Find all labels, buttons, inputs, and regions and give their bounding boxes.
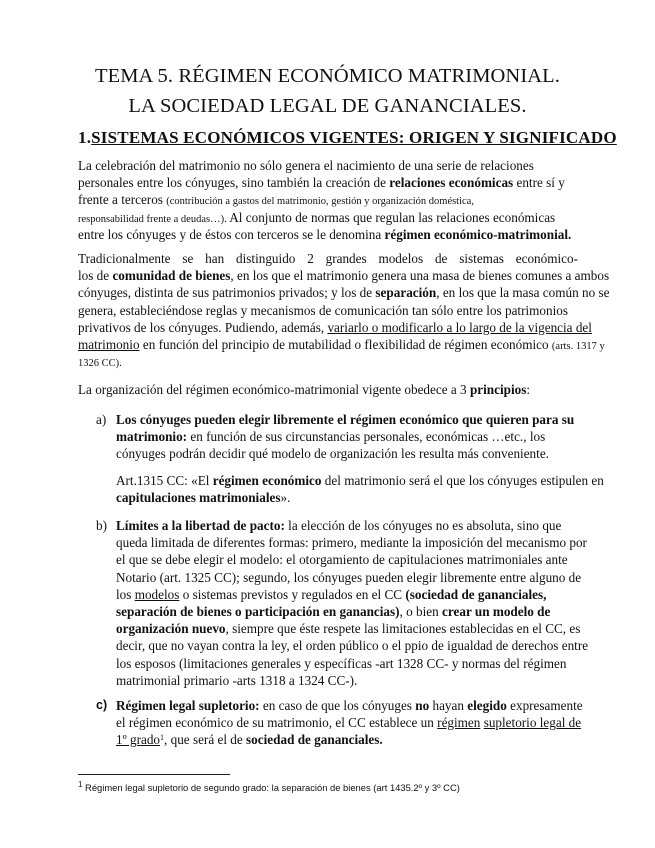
item-b-line: decir, que no vayan contra la ley, el orden público o el ppio de igualdad de derechos entre [116, 638, 589, 654]
quote-line: capitulaciones matrimoniales». [116, 490, 291, 506]
footnote-text: Régimen legal supletorio de segundo grado: la separación de bienes (art 1435.2º y 3º CC) [82, 782, 460, 793]
item-a-body [116, 411, 581, 463]
footnote [78, 782, 460, 794]
item-b-line: los esposos (limitaciones generales y específicas -art 1328 CC- y normas del régimen [116, 655, 567, 671]
item-b-line: Notario (art. 1325 CC); segundo, los cónyuges pueden elegir libremente entre alguno de [116, 569, 582, 585]
p2-line: matrimonio en función del principio de mutabilidad o flexibilidad de régimen económico (arts. 1317 y [78, 336, 605, 352]
quote-line: Art.1315 CC: «El régimen económico del matrimonio será el que los cónyuges estipulen en [116, 473, 604, 488]
p1-line: responsabilidad frente a deudas…). Al conjunto de normas que regulan las relaciones económicas [78, 209, 556, 225]
item-b-line: organización nuevo, siempre que éste respete las limitaciones establecidas en el CC, es [116, 621, 581, 637]
document-title-line-1: TEMA 5. RÉGIMEN ECONÓMICO MATRIMONIAL. [94, 65, 561, 87]
item-b-line: el que se debe elegir el modelo: el otorgamiento de capitulaciones matrimoniales ante [116, 552, 568, 568]
p2-line: genera, estableciéndose reglas y mecanismos de comunicación tan sólo entre los patrimonios [78, 302, 568, 318]
footnote-reference[interactable]: 1 [160, 733, 165, 743]
item-a-label: a) [96, 412, 107, 427]
section-title: SISTEMAS ECONÓMICOS VIGENTES: ORIGEN Y SIGNIFICADO [91, 128, 617, 147]
item-c-line: 1º grado$^1$, que será el de sociedad de gananciales. [116, 732, 383, 748]
p2-line: cónyuges, distinta de sus patrimonios privados; y los de separación, en los que la masa común no se [78, 285, 610, 301]
p1-line: personales entre los cónyuges, sino también la creación de relaciones económicas entre sí y [78, 175, 565, 191]
item-b-body [116, 517, 589, 689]
item-c-line: el régimen económico de su matrimonio, el CC establece un régimen supletorio legal de [116, 715, 582, 731]
item-b-line: los modelos o sistemas previstos y regulados en el CC (sociedad de gananciales, [116, 586, 547, 602]
item-a-line: Los cónyuges pueden elegir libremente el régimen económico que quieren para su [116, 412, 575, 427]
footnote-separator [78, 774, 230, 775]
p1-line: frente a terceros (contribución a gastos del matrimonio, gestión y organización doméstica, [78, 192, 474, 208]
item-a-quote [116, 472, 604, 506]
footnote-mark: 1 [78, 780, 83, 789]
paragraph-2 [78, 250, 610, 370]
item-b-line: matrimonial primario -arts 1318 a 1324 CC-). [116, 672, 358, 688]
p2-line: 1326 CC). [78, 358, 122, 370]
p2-line: privativos de los cónyuges. Pudiendo, además, variarlo o modificarlo a lo largo de la vigencia del [78, 319, 592, 335]
p1-line: entre los cónyuges y de éstos con terceros se le denomina régimen económico-matrimonial. [78, 226, 572, 242]
item-b-line: Límites a la libertad de pacto: la elección de los cónyuges no es absoluta, sino que [116, 518, 562, 533]
p2-line: Tradicionalmente se han distinguido 2 grandes modelos de sistemas económico- [78, 251, 578, 266]
paragraph-1 [78, 157, 578, 243]
item-a-line: matrimonio: en función de sus circunstancias personales, económicas …etc., los [116, 429, 546, 445]
p3-line: La organización del régimen económico-matrimonial vigente obedece a 3 principios: [78, 382, 531, 397]
item-c-body [116, 697, 581, 749]
section-number: 1. [78, 128, 92, 147]
item-b-label: b) [96, 518, 107, 533]
section-heading [78, 128, 617, 148]
paragraph-3 [78, 381, 578, 398]
item-b-line: queda limitada de diferentes formas: primero, mediante la imposición del mecanismo por [116, 535, 587, 551]
item-a-line: cónyuges podrán decidir qué modelo de organización les resulta más conveniente. [116, 446, 549, 462]
item-c-label: c) [96, 698, 108, 712]
p1-line: La celebración del matrimonio no sólo genera el nacimiento de una serie de relaciones [78, 158, 534, 173]
item-c-line: Régimen legal supletorio: en caso de que los cónyuges no hayan elegido expresamente [116, 698, 583, 713]
p2-line: los de comunidad de bienes, en los que el matrimonio genera una masa de bienes comunes a ambos [78, 268, 610, 284]
item-b-line: separación de bienes o participación en ganancias), o bien crear un modelo de [116, 603, 551, 619]
document-title-line-2: LA SOCIEDAD LEGAL DE GANANCIALES. [128, 95, 527, 117]
